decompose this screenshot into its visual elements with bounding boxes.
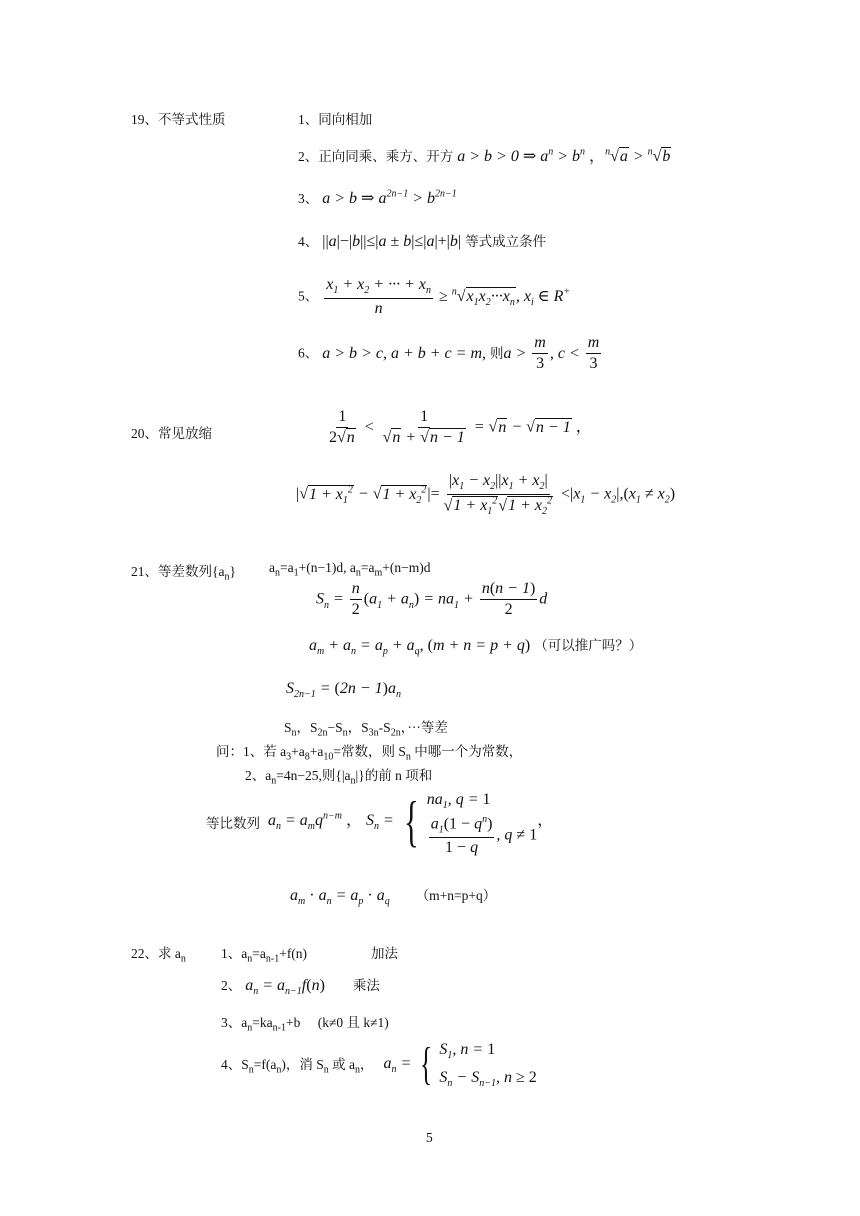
s19-item-4-tail: 等式成立条件: [465, 234, 547, 249]
s19-item-5-formula: $\frac{x_1 + x_2 + \cdot\cdot\cdot + x_n}{n}$ ≥ $^n√x_1x_2\cdot\cdot\cdot x_n$, $x_i$ ∈ R+: [326, 276, 571, 317]
s21-segment-sums: $S_n$，$S_{2n}-S_n$，$S_{3n}-S_{2n}$，···等差: [284, 720, 448, 739]
section-19-label: 19、不等式性质: [131, 112, 226, 127]
page-number: 5: [426, 1130, 433, 1145]
s19-item-4-formula: ||a|−|b||≤|a ± b|≤|a|+|b|: [322, 233, 462, 250]
s20-formula-1: $\frac{1}{2√n}$ < $\frac{1}{√n + √n - 1}$ = √n − √n − 1 ，: [329, 408, 592, 447]
s22-item-4-text: 4、$S_n=f(a_n)$，消 $S_n$ 或 $a_n$，: [221, 1056, 374, 1076]
s21-geometric-property-formula: $a_m \cdot a_n = a_p \cdot a_q$: [290, 887, 390, 908]
s21-sum-formula: $S_n$ = $\frac{n}{2}$ $(a_1 + a_n) = na_1$ + $\frac{n(n - 1)}{2}$ d: [316, 580, 548, 619]
s20-formula-2: $|√1 + x_1^2 - √1 + x_2^2|=$ $\frac{|x_1 - x_2||x_1 + x_2|}{√1 + x_1^2√1 + x_2^2}$ $<|x_1 - x_2|,(x_1 \ne x_2)$: [296, 472, 676, 518]
s19-item-2-text: 2、正向同乘、乘方、开方: [298, 149, 454, 164]
s21-geometric-formula: $a_n = a_mq^{n-m}$ ， $S_n$ = { $na_1$, q = 1 $\frac{a_1(1 - q^n)}{1 - q}$ , q ≠ 1 ，: [264, 790, 554, 857]
s22-item-2-tag: 乘法: [352, 978, 380, 993]
section-21-label-end: }: [229, 564, 236, 579]
section-21-label: [131, 560, 236, 583]
s21-property-formula: $a_m + a_n = a_p + a_q$, (m + n = p + q): [309, 637, 531, 658]
section-22-label-sub: n: [180, 953, 186, 965]
s22-item-3-cond: (k≠0 且 k≠1): [317, 1015, 389, 1030]
s19-item-3-formula: a > b ⇒ $a^{2n-1} > b^{2n-1}$: [322, 188, 457, 207]
s19-item-3-num: 3、: [298, 191, 319, 206]
s19-item-1: 1、同向相加: [298, 112, 373, 127]
section-21-label-sub: n: [224, 571, 230, 583]
s21-geometric-cond: （m+n=p+q）: [415, 888, 497, 903]
section-22-label-text: 22、求 a: [131, 946, 181, 961]
s21-question-1: 问：1、若 $a_3+a_8+a_{10}=$常数，则 $S_n$ 中哪一个为常数，: [216, 744, 523, 763]
s19-item-6-word: 则: [490, 345, 504, 361]
s21-geometric: [206, 786, 553, 858]
s22-item-1-tag: 加法: [371, 946, 398, 961]
s19-item-2: [298, 143, 671, 166]
section-21-label-text: 21、等差数列{a: [131, 564, 225, 579]
s19-item-4-num: 4、: [298, 234, 319, 249]
s22-item-4-formula: $a_n$ = { $S_1$, n = 1 $S_n - S_{n-1}$, n ≥ 2: [383, 1038, 537, 1090]
s21-geometric-label: 等比数列: [206, 815, 260, 831]
s22-item-1: 1、$a_n=a_{n-1}+f(n)$: [221, 946, 308, 965]
s21-geometric-property: [290, 884, 496, 907]
s19-item-6-num: 6、: [298, 345, 319, 361]
s19-item-5-num: 5、: [298, 288, 319, 304]
s22-item-3: 3、$a_n=ka_{n-1}+b$ (k≠0 且 k≠1): [221, 1015, 389, 1034]
s22-item-2-num: 2、: [221, 978, 242, 993]
s19-item-6: [298, 334, 603, 374]
s19-item-4: [298, 230, 546, 251]
s22-item-4: [221, 1036, 537, 1092]
s21-odd-sum: $S_{2n-1} = (2n - 1)a_n$: [286, 680, 401, 701]
s21-general-term: $a_n=a_1+(n-1)d$, $a_n=a_m+(n-m)d$: [269, 560, 431, 579]
section-20-label: 20、常见放缩: [131, 426, 212, 441]
s19-item-3: [298, 187, 457, 208]
s19-item-5: [298, 276, 570, 318]
s21-property: [309, 634, 642, 657]
section-22-label: [131, 942, 186, 965]
s21-question-2: 2、$a_n=4n-25$,则$\{|a_n|\}$的前 n 项和: [245, 768, 433, 787]
s22-item-2-formula: $a_n = a_{n-1}f(n)$: [245, 977, 325, 998]
s19-item-6-formula: a > b > c, a + b + c = m, 则a > $\frac{m}{3}$ , c < $\frac{m}{3}$: [322, 334, 600, 373]
s21-property-note: （可以推广吗？）: [534, 638, 643, 653]
s19-item-2-formula: a > b > 0 ⇒ $a^n > b^n$ ，$^n$√a > $^n$√b: [457, 146, 671, 165]
s22-item-2: [221, 974, 380, 997]
